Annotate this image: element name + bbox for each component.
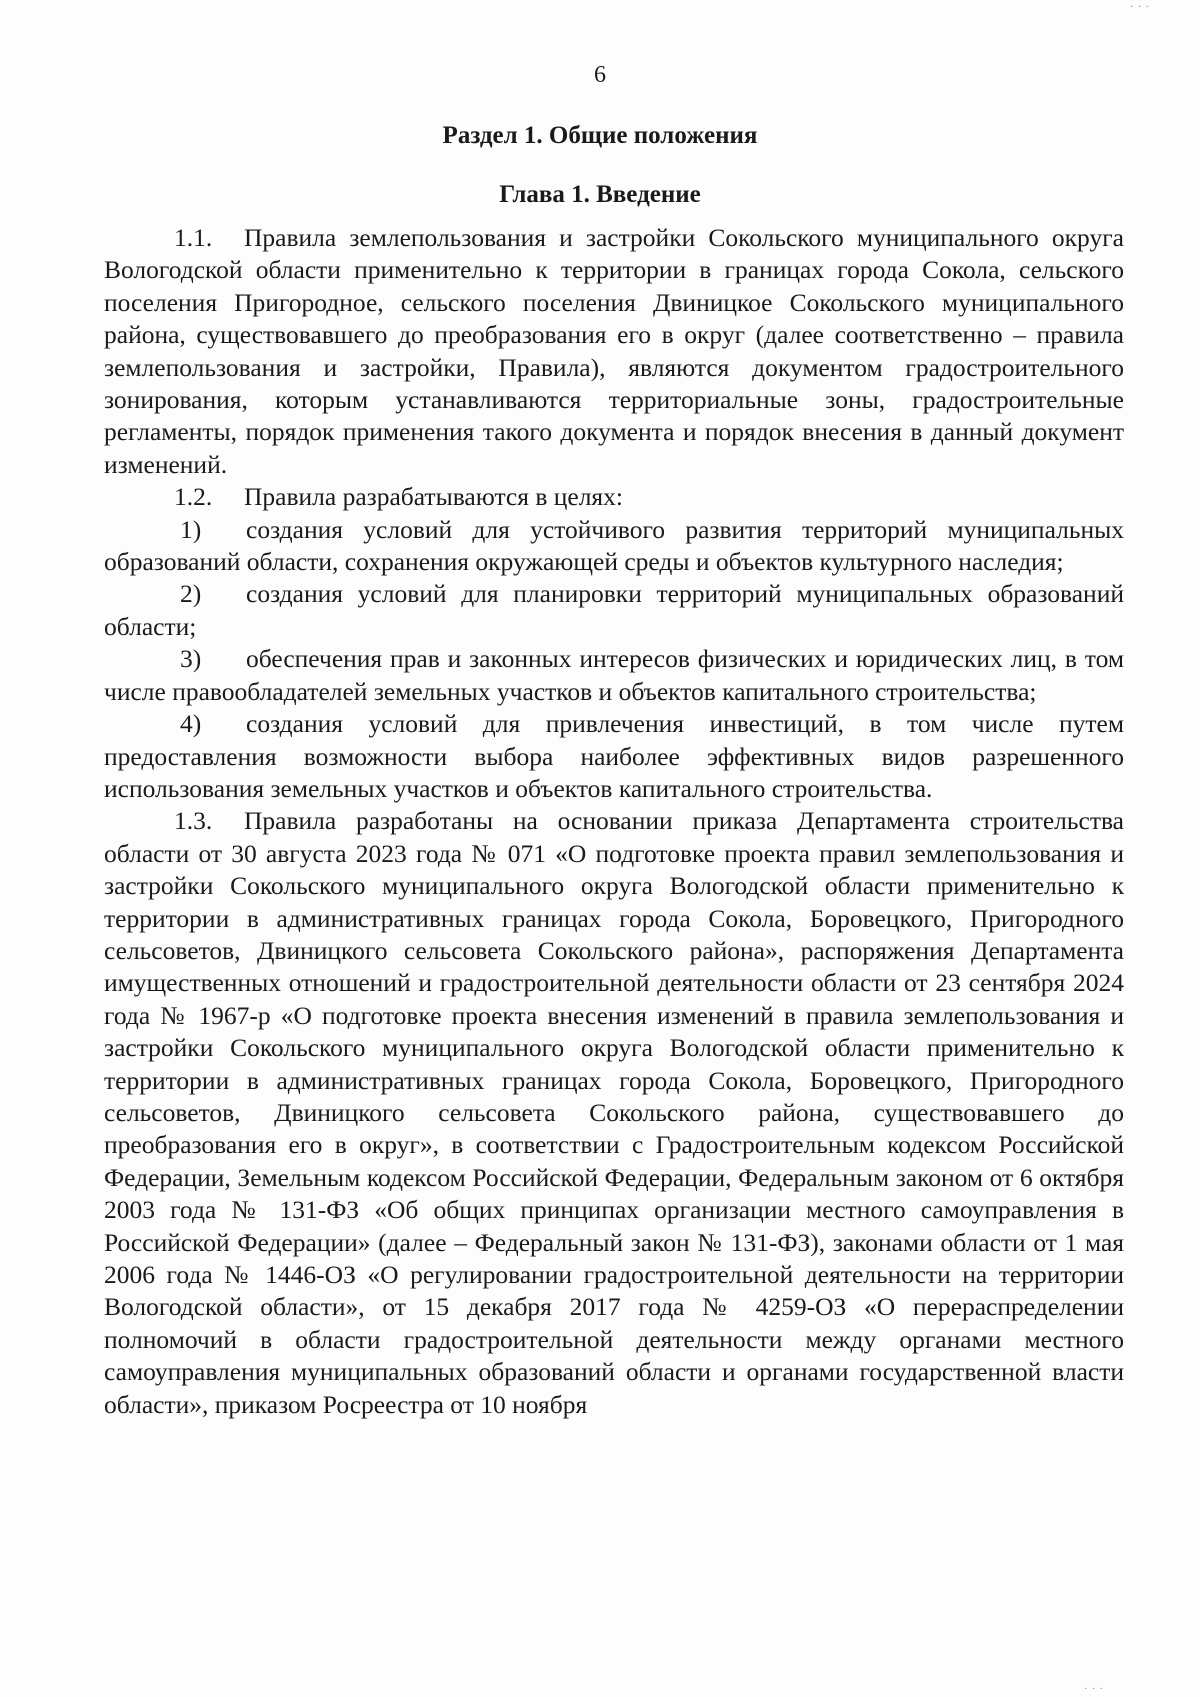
page-number: 6 xyxy=(594,62,606,88)
paragraph-number: 1.3. xyxy=(174,806,213,836)
list-text: обеспечения прав и законных интересов физических и юридических лиц, в том числе правообладателей земельных участков и объектов капитального строительства; xyxy=(104,644,1124,706)
scan-artifact-top: · · · xyxy=(1130,2,1150,13)
list-number: 2) xyxy=(180,579,202,609)
paragraph-1-1 xyxy=(104,222,1124,481)
paragraph-text: Правила землепользования и застройки Сокольского муниципального округа Вологодской области применительно к территории в границах города Сокола, сельского поселения Пригородное, сельского поселения Двиницкое Сокольского муниципального района, существовавшего до преобразования его в округ (далее соответственно – правила землепользования и застройки, Правила), являются документом градостроительного зонирования, которым устанавливаются территориальные зоны, градостроительные регламенты, порядок применения такого документа и порядок внесения в данный документ изменений. xyxy=(104,223,1124,479)
goal-item-2 xyxy=(104,578,1124,643)
document-body xyxy=(104,222,1124,1421)
scan-artifact-bottom: · · · xyxy=(1084,1684,1104,1695)
goal-item-1 xyxy=(104,514,1124,579)
list-text: создания условий для устойчивого развития территорий муниципальных образований области, сохранения окружающей среды и объектов культурного наследия; xyxy=(104,514,1124,577)
paragraph-text: Правила разрабатываются в целях: xyxy=(244,482,623,512)
goal-item-4 xyxy=(104,708,1124,805)
paragraph-number: 1.1. xyxy=(174,223,213,252)
paragraph-1-2 xyxy=(104,481,1124,513)
section-title: Раздел 1. Общие положения xyxy=(442,122,758,149)
list-text: создания условий для привлечения инвестиций, в том числе путем предоставления возможности выбора наиболее эффективных видов разрешенного использования земельных участков и объектов капитального строительства. xyxy=(104,709,1124,803)
list-number: 4) xyxy=(180,709,202,739)
chapter-title: Глава 1. Введение xyxy=(499,181,701,208)
paragraph-1-3 xyxy=(104,805,1124,1421)
paragraph-text: Правила разработаны на основании приказа Департамента строительства области от 30 августа 2023 года № 071 «О подготовке проекта правил землепользования и застройки Сокольского муниципального округа Вологодской области применительно к территории в административных границах города Сокола, Боровецкого, Пригородного сельсоветов, Двиницкого сельсовета Сокольского района», распоряжения Департамента имущественных отношений и градостроительной деятельности области от 23 сентября 2024 года № 1967-р «О подготовке проекта внесения изменений в правила землепользования и застройки Сокольского муниципального округа Вологодской области применительно к территории в административных границах города Сокола, Боровецкого, Пригородного сельсоветов, Двиницкого сельсовета Сокольского района, существовавшего до преобразования его в округ», в соответствии с Градостроительным кодексом Российской Федерации, Земельным кодексом Российской Федерации, Федеральным законом от 6 октября 2003 года № 131-ФЗ «Об общих принципах организации местного самоуправления в Российской Федерации» (далее – Федеральный закон № 131-ФЗ), законами области от 1 мая 2006 года № 1446-ОЗ «О регулировании градостроительной деятельности на территории Вологодской области», от 15 декабря 2017 года № 4259-ОЗ «О перераспределении полномочий в области градостроительной деятельности между органами местного самоуправления муниципальных образований области и органами государственной власти области», приказом Росреестра от 10 ноября xyxy=(104,806,1124,1419)
list-number: 3) xyxy=(180,644,202,674)
list-text: создания условий для планировки территорий муниципальных образований области; xyxy=(104,579,1124,641)
list-number: 1) xyxy=(180,514,202,544)
paragraph-number: 1.2. xyxy=(174,482,213,512)
goal-item-3 xyxy=(104,643,1124,708)
